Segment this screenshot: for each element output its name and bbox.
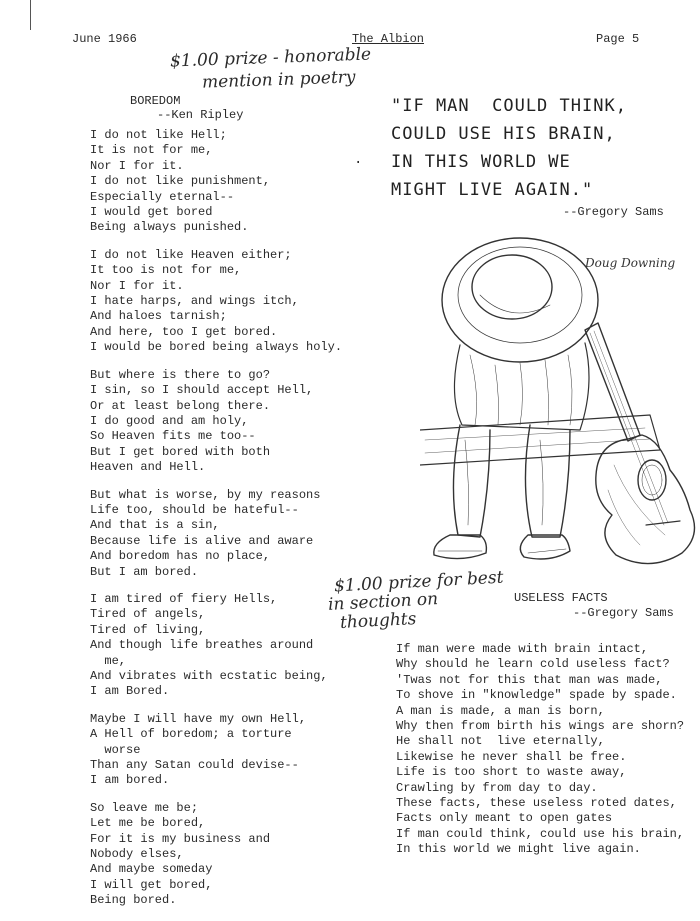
stanza [90, 368, 350, 476]
stanza [90, 712, 350, 789]
poem-line: To shove in "knowledge" spade by spade. [396, 688, 677, 703]
quote-line: COULD USE HIS BRAIN, [391, 124, 616, 144]
poem-line: Heaven and Hell. [90, 460, 206, 475]
poem-line: Or at least belong there. [90, 398, 271, 413]
poem-line: Life too, should be hateful-- [90, 502, 299, 517]
poem-line: Nor I for it. [90, 158, 184, 173]
poem-line: And vibrates with ecstatic being, [90, 669, 328, 683]
poem-line: So leave me be; [90, 800, 199, 815]
poem-line: So Heaven fits me too-- [90, 429, 256, 444]
poem-line: But where is there to go? [90, 367, 271, 382]
sketch-man-with-guitar [420, 225, 700, 570]
poem-title-useless-facts: USELESS FACTS [514, 591, 608, 605]
poem-line: I do not like Heaven either; [90, 247, 292, 262]
stanza [90, 248, 350, 356]
poem-line: Why should he learn cold useless fact? [396, 657, 670, 672]
poem-line: Likewise he never shall be free. [396, 749, 627, 764]
page-edge-mark [30, 0, 31, 30]
quote-line: IN THIS WORLD WE [391, 152, 571, 172]
header-date: June 1966 [72, 32, 137, 46]
poem-title-boredom: BOREDOM [130, 94, 181, 108]
poem-line: I sin, so I should accept Hell, [90, 383, 314, 398]
stanza [90, 801, 350, 909]
featured-quote [391, 92, 700, 204]
poem-line: For it is my business and [90, 831, 271, 846]
poem-boredom-body [90, 128, 350, 921]
poem-line: Than any Satan could devise-- [90, 758, 299, 773]
poem-line: In this world we might live again. [396, 842, 641, 857]
poem-line: Tired of living, [90, 622, 206, 637]
quote-line: MIGHT LIVE AGAIN." [391, 180, 594, 200]
poem-line: I am tired of fiery Hells, [90, 591, 278, 606]
poem-line: It is not for me, [90, 143, 213, 158]
poem-line: It too is not for me, [90, 263, 242, 278]
poem-line: I hate harps, and wings itch, [90, 294, 299, 309]
poem-line: But what is worse, by my reasons [90, 487, 321, 502]
poem-line: If man were made with brain intact, [396, 642, 649, 656]
poem-useless-facts-body [396, 642, 696, 858]
poem-line: Let me be bored, [90, 816, 206, 831]
poem-line: I do not like punishment, [90, 174, 271, 189]
margin-dot: · [354, 155, 363, 171]
header-page-number: Page 5 [596, 32, 640, 46]
poem-line: If man could think, could use his brain, [396, 826, 685, 841]
poem-line: And haloes tarnish; [90, 309, 227, 324]
poem-author-useless-facts: --Gregory Sams [573, 606, 674, 620]
stanza [90, 128, 350, 236]
poem-line: Maybe I will have my own Hell, [90, 711, 307, 726]
poem-line: worse [90, 742, 141, 757]
poem-line: Facts only meant to open gates [396, 811, 613, 826]
poem-line: I would get bored [90, 205, 213, 220]
poem-line: Being bored. [90, 893, 177, 908]
poem-line: Life is too short to waste away, [396, 765, 627, 780]
hat-sketch [442, 238, 598, 362]
poem-line: Nobody elses, [90, 847, 184, 862]
poem-line: Being always punished. [90, 220, 249, 235]
guitar-sketch [585, 323, 695, 564]
prize-note-poetry-line2: mention in poetry [201, 67, 356, 93]
quote-author: --Gregory Sams [563, 205, 664, 219]
poem-line: And maybe someday [90, 862, 213, 877]
stanza [90, 488, 350, 580]
poem-line: And that is a sin, [90, 518, 220, 533]
poem-line: Tired of angels, [90, 607, 206, 622]
poem-line: Because life is alive and aware [90, 533, 314, 548]
poem-line: me, [90, 653, 127, 668]
poem-line: I do good and am holy, [90, 413, 249, 428]
poem-line: These facts, these useless roted dates, [396, 796, 677, 811]
poem-line: I do not like Hell; [90, 128, 227, 142]
prize-note-thoughts-line1: $1.00 prize for best [333, 567, 504, 597]
quote-line: "IF MAN COULD THINK, [391, 96, 627, 116]
poem-line: Crawling by from day to day. [396, 780, 598, 795]
poem-line: Nor I for it. [90, 278, 184, 293]
poem-line: Why then from birth his wings are shorn? [396, 719, 685, 734]
poem-line: But I get bored with both [90, 444, 271, 459]
poem-line: He shall not live eternally, [396, 734, 605, 749]
poem-line: And boredom has no place, [90, 549, 271, 564]
poem-line: I am bored. [90, 773, 170, 788]
poem-line: A man is made, a man is born, [396, 703, 605, 718]
poem-line: And though life breathes around [90, 638, 314, 653]
poem-line: I am Bored. [90, 684, 170, 699]
stanza [90, 592, 350, 700]
poem-line: Especially eternal-- [90, 189, 235, 204]
artist-signature: Doug Downing [585, 256, 676, 270]
poem-line: A Hell of boredom; a torture [90, 727, 292, 742]
header-title: The Albion [352, 32, 425, 46]
poem-line: But I am bored. [90, 564, 199, 579]
poem-line: I will get bored, [90, 877, 213, 892]
poem-author-boredom: --Ken Ripley [157, 108, 244, 122]
prize-note-poetry-line1: $1.00 prize - honorable [169, 44, 372, 72]
prize-note-thoughts-line3: thoughts [339, 609, 417, 633]
poem-line: And here, too I get bored. [90, 324, 278, 339]
poem-line: 'Twas not for this that man was made, [396, 672, 663, 687]
poem-line: I would be bored being always holy. [90, 340, 343, 355]
prize-note-thoughts-line2: in section on [327, 589, 439, 615]
